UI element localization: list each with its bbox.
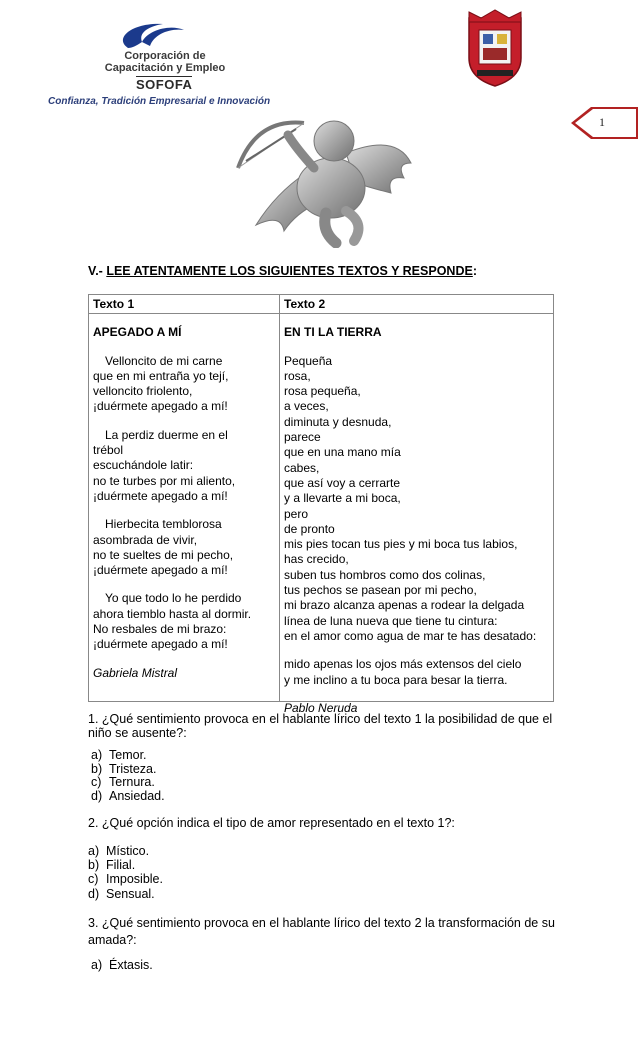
poem-line: y me inclino a tu boca para besar la tierra. — [284, 672, 508, 687]
question-3: 3. ¿Qué sentimiento provoca en el hablante lírico del texto 2 la transformación de su amada?: — [88, 916, 555, 947]
poems-table — [88, 294, 554, 715]
poem-line: Yo que todo lo he perdido — [105, 591, 242, 606]
poem-line: velloncito friolento, — [93, 384, 193, 399]
poem-line: no te sueltes de mi pecho, — [93, 547, 234, 562]
option-text: Ansiedad. — [109, 789, 165, 803]
poem-line: parece — [284, 430, 321, 445]
org-line1: Corporación de — [124, 50, 206, 62]
poem-stanza — [93, 517, 251, 578]
poem-stanza — [93, 354, 251, 415]
option-text: Temor. — [109, 748, 147, 762]
option-key: b) — [91, 762, 103, 776]
option-text: Místico. — [106, 844, 150, 858]
shield-icon — [465, 8, 525, 88]
poem-line: no te turbes por mi aliento, — [93, 473, 236, 488]
option-key: a) — [88, 844, 100, 858]
poem-line: rosa pequeña, — [284, 384, 361, 399]
poem-stanza — [284, 354, 536, 645]
poem-line: escuchándole latir: — [93, 458, 194, 473]
option-text: Tristeza. — [109, 762, 157, 776]
instruction-text: LEE ATENTAMENTE LOS SIGUIENTES TEXTOS Y RESPONDE — [106, 264, 473, 278]
poem-line: diminuta y desnuda, — [284, 414, 392, 429]
option-text: Éxtasis. — [109, 958, 153, 972]
poem-stanza — [93, 591, 251, 652]
q2-option-c[interactable] — [88, 872, 163, 886]
poem-line: y a llevarte a mi boca, — [284, 491, 401, 506]
instruction-prefix: V.- — [88, 264, 107, 278]
school-shield-logo — [465, 8, 525, 88]
poem-line: La perdiz duerme en el — [105, 427, 228, 442]
instruction — [88, 264, 477, 278]
poem-line: ¡duérmete apegado a mí! — [93, 637, 228, 652]
tagline: Confianza, Tradición Empresarial e Innovación — [48, 96, 271, 107]
poem-line: mi brazo alcanza apenas a rodear la delgada — [284, 598, 525, 613]
option-key: d) — [91, 789, 103, 803]
poem-line: Velloncito de mi carne — [105, 353, 223, 368]
q1-option-c[interactable] — [91, 775, 155, 789]
q2-option-d[interactable] — [88, 887, 155, 901]
option-key: b) — [88, 858, 100, 872]
q2-option-b[interactable] — [88, 858, 135, 872]
page-number: 1 — [599, 115, 605, 129]
q1-option-d[interactable] — [91, 789, 165, 803]
option-key: c) — [88, 872, 99, 886]
poem-title: EN TI LA TIERRA — [284, 325, 382, 340]
option-text: Imposible. — [106, 872, 163, 886]
poem-line: Hierbecita temblorosa — [105, 517, 222, 532]
option-key: a) — [91, 958, 103, 972]
org-name: SOFOFA — [136, 77, 193, 92]
poem-line: que así voy a cerrarte — [284, 475, 401, 490]
option-text: Sensual. — [106, 887, 155, 901]
option-key: d) — [88, 887, 100, 901]
poem-line: en el amor como agua de mar te has desatado: — [284, 628, 537, 643]
poem-line: asombrada de vivir, — [93, 532, 198, 547]
column-header: Texto 2 — [284, 297, 326, 311]
q2-option-a[interactable] — [88, 844, 149, 858]
question-1: 1. ¿Qué sentimiento provoca en el hablante lírico del texto 1 la posibilidad de que el niño se ausente?: — [88, 712, 553, 740]
poem-stanza — [284, 657, 536, 688]
poem-line: que en mi entraña yo tejí, — [93, 368, 229, 383]
poem-stanza — [93, 428, 251, 504]
swoosh-logo-icon — [108, 20, 188, 50]
poem-line: ¡duérmete apegado a mí! — [93, 488, 228, 503]
poem-line: mido apenas los ojos más extensos del cielo — [284, 657, 522, 672]
q3-option-a[interactable] — [91, 958, 153, 972]
poem-line: línea de luna nueva que tiene tu cintura: — [284, 613, 498, 628]
sofofa-logo — [48, 20, 271, 107]
text2-column — [284, 297, 536, 716]
poem-line: trébol — [93, 443, 124, 458]
text1-column — [93, 297, 251, 681]
option-text: Ternura. — [109, 775, 155, 789]
poem-line: suben tus hombros como dos colinas, — [284, 567, 486, 582]
poem-author: Pablo Neruda — [284, 700, 358, 715]
poem-line: mis pies tocan tus pies y mi boca tus labios, — [284, 537, 518, 552]
poem-line: que en una mano mía — [284, 445, 401, 460]
q1-option-a[interactable] — [91, 748, 147, 762]
poem-line: rosa, — [284, 368, 311, 383]
q1-option-b[interactable] — [91, 762, 156, 776]
org-line2: Capacitación y Empleo — [104, 62, 226, 74]
poem-title: APEGADO A MÍ — [93, 325, 182, 340]
poem-line: ¡duérmete apegado a mí! — [93, 563, 228, 578]
column-header: Texto 1 — [93, 297, 135, 311]
poem-line: cabes, — [284, 460, 320, 475]
poem-line: ahora tiemblo hasta al dormir. — [93, 606, 252, 621]
table-column-divider — [279, 295, 280, 701]
poem-line: pero — [284, 506, 309, 521]
poem-line: No resbales de mi brazo: — [93, 622, 227, 637]
instruction-suffix: : — [472, 264, 477, 278]
cupid-illustration — [226, 113, 416, 248]
poem-line: tus pechos se pasean por mi pecho, — [284, 583, 477, 598]
poem-line: Pequeña — [284, 353, 333, 368]
poem-line: a veces, — [284, 399, 329, 414]
poem-line: de pronto — [284, 521, 335, 536]
page-number-tab — [571, 107, 638, 139]
option-key: a) — [91, 748, 103, 762]
option-key: c) — [91, 775, 102, 789]
poem-author: Gabriela Mistral — [93, 665, 178, 680]
option-text: Filial. — [106, 858, 136, 872]
poem-line: has crecido, — [284, 552, 349, 567]
cupid-icon — [226, 113, 416, 248]
poem-line: ¡duérmete apegado a mí! — [93, 399, 228, 414]
question-2: 2. ¿Qué opción indica el tipo de amor representado en el texto 1?: — [88, 816, 455, 830]
